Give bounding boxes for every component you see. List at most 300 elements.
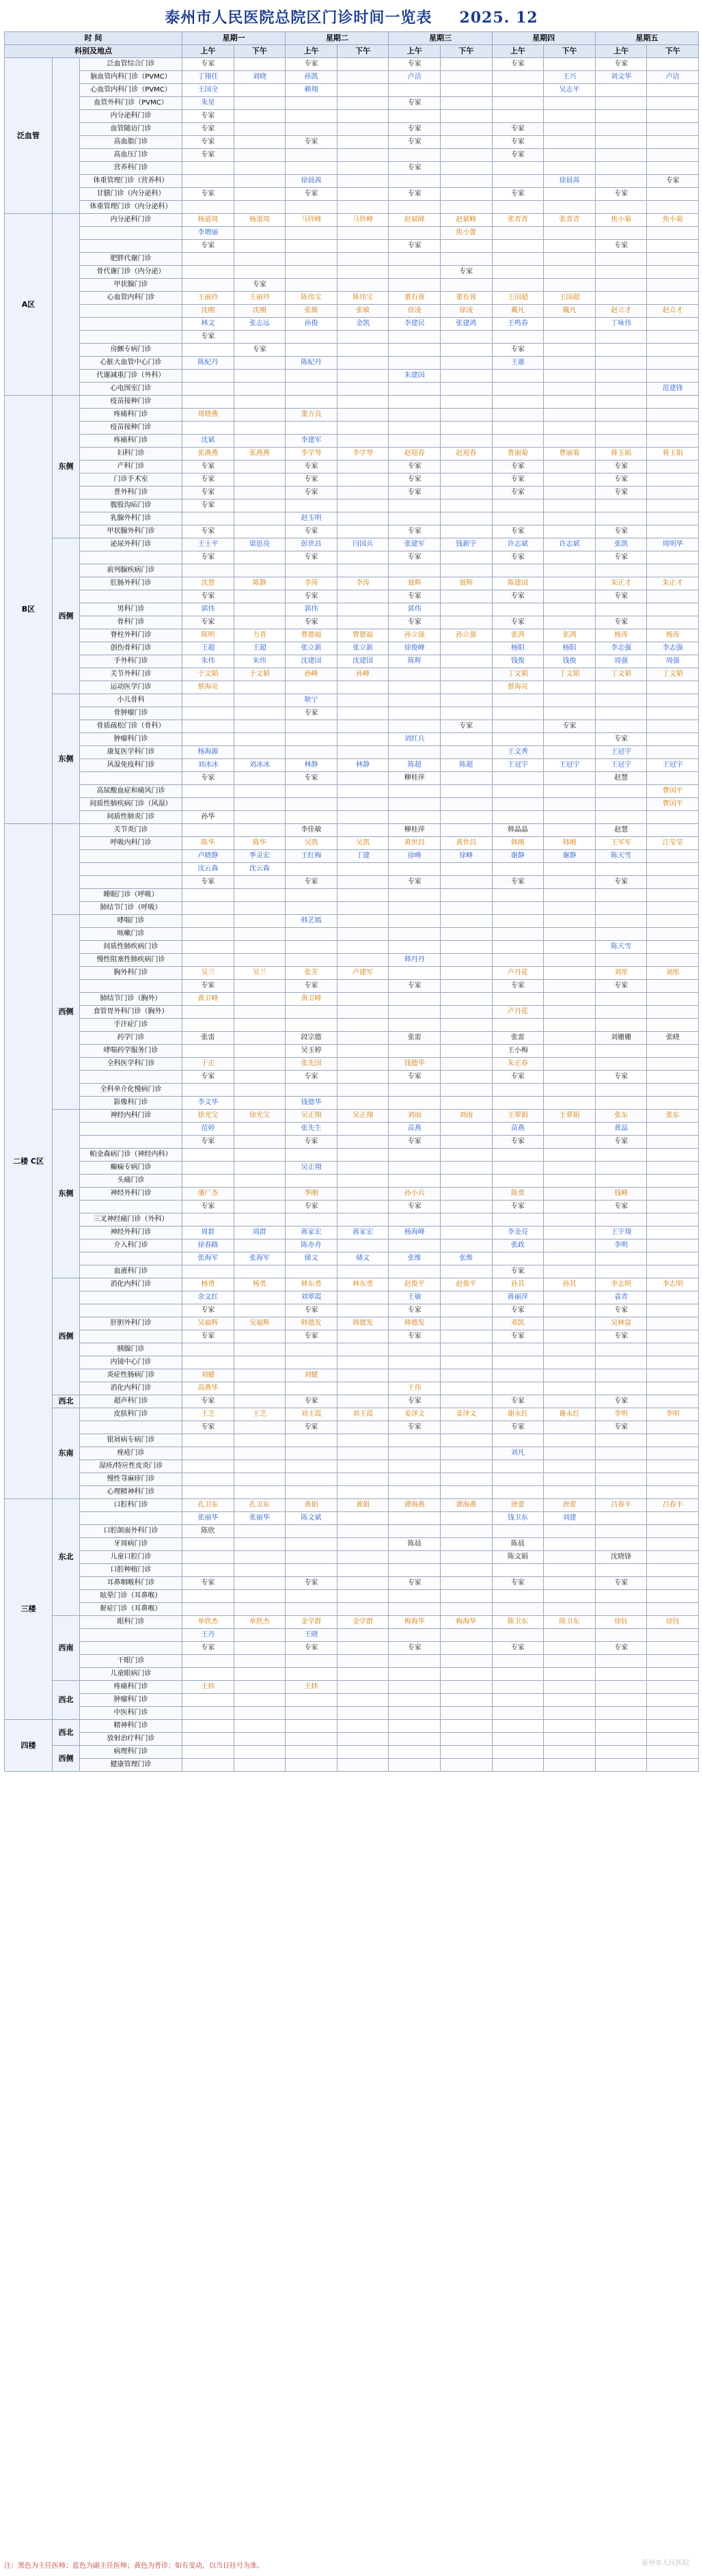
doctor-slot-cell bbox=[389, 1668, 441, 1681]
doctor-slot-cell bbox=[441, 642, 493, 655]
table-row bbox=[5, 902, 699, 915]
doctor-slot-cell bbox=[595, 422, 647, 435]
subzone-cell: 西北 bbox=[53, 1681, 80, 1720]
doctor-slot-cell: 徐光宝 bbox=[182, 1110, 234, 1123]
doctor-slot-cell: 李明 bbox=[595, 1239, 647, 1252]
table-row bbox=[5, 603, 699, 616]
doctor-slot-cell: 朱正才 bbox=[595, 577, 647, 590]
doctor-slot-cell bbox=[234, 980, 286, 993]
doctor-slot-cell: 徐晨茜 bbox=[286, 175, 337, 188]
doctor-slot-cell: 专家 bbox=[286, 1304, 337, 1317]
doctor-slot-cell bbox=[286, 1460, 337, 1473]
doctor-slot-cell bbox=[337, 1019, 389, 1032]
department-cell: 癫痫专病门诊 bbox=[80, 1162, 182, 1175]
subzone-cell: 西南 bbox=[53, 1616, 80, 1681]
table-row bbox=[5, 837, 699, 850]
doctor-slot-cell bbox=[544, 876, 596, 889]
doctor-slot-cell bbox=[544, 1590, 596, 1603]
table-row bbox=[5, 1214, 699, 1227]
doctor-slot-cell bbox=[337, 681, 389, 694]
doctor-slot-cell bbox=[595, 1564, 647, 1577]
doctor-slot-cell: 蒋家宏 bbox=[286, 1227, 337, 1239]
doctor-slot-cell bbox=[441, 1201, 493, 1214]
doctor-slot-cell bbox=[182, 707, 234, 720]
doctor-slot-cell bbox=[337, 889, 389, 902]
doctor-slot-cell: 专家 bbox=[595, 551, 647, 564]
doctor-slot-cell bbox=[544, 1707, 596, 1720]
table-row bbox=[5, 928, 699, 941]
doctor-slot-cell: 专家 bbox=[492, 1642, 544, 1655]
doctor-slot-cell bbox=[337, 1512, 389, 1525]
table-row bbox=[5, 1019, 699, 1032]
doctor-slot-cell bbox=[182, 889, 234, 902]
doctor-slot-cell bbox=[234, 266, 286, 279]
doctor-slot-cell: 杨涛 bbox=[647, 629, 699, 642]
doctor-slot-cell bbox=[389, 1356, 441, 1369]
doctor-slot-cell bbox=[441, 1421, 493, 1434]
doctor-slot-cell bbox=[595, 396, 647, 409]
doctor-slot-cell bbox=[441, 253, 493, 266]
doctor-slot-cell: 专家 bbox=[492, 123, 544, 136]
doctor-slot-cell: 林东勇 bbox=[337, 1278, 389, 1291]
doctor-slot-cell bbox=[544, 1058, 596, 1071]
doctor-slot-cell bbox=[544, 1655, 596, 1668]
table-row bbox=[5, 253, 699, 266]
doctor-slot-cell bbox=[647, 694, 699, 707]
doctor-slot-cell bbox=[389, 227, 441, 240]
table-row bbox=[5, 97, 699, 110]
doctor-slot-cell bbox=[595, 1214, 647, 1227]
doctor-slot-cell bbox=[441, 461, 493, 474]
doctor-slot-cell bbox=[441, 1097, 493, 1110]
doctor-slot-cell: 专家 bbox=[492, 1201, 544, 1214]
doctor-slot-cell bbox=[595, 1149, 647, 1162]
doctor-slot-cell bbox=[595, 1486, 647, 1499]
doctor-slot-cell bbox=[595, 1681, 647, 1694]
doctor-slot-cell: 金学群 bbox=[337, 1616, 389, 1629]
doctor-slot-cell bbox=[492, 1759, 544, 1772]
doctor-slot-cell: 专家 bbox=[182, 1642, 234, 1655]
doctor-slot-cell: 专家 bbox=[182, 525, 234, 538]
doctor-slot-cell: 杨涛 bbox=[595, 629, 647, 642]
doctor-slot-cell: 曹德福 bbox=[286, 629, 337, 642]
doctor-slot-cell bbox=[389, 1447, 441, 1460]
doctor-slot-cell bbox=[182, 370, 234, 383]
doctor-slot-cell: 王文秀 bbox=[492, 746, 544, 759]
doctor-slot-cell: 张海军 bbox=[234, 1252, 286, 1265]
doctor-slot-cell: 王士平 bbox=[182, 538, 234, 551]
doctor-slot-cell bbox=[337, 279, 389, 292]
pm-header: 下午 bbox=[337, 45, 389, 58]
doctor-slot-cell bbox=[441, 1603, 493, 1616]
table-row bbox=[5, 1551, 699, 1564]
doctor-slot-cell: 专家 bbox=[389, 1642, 441, 1655]
doctor-slot-cell bbox=[595, 1084, 647, 1097]
doctor-slot-cell bbox=[544, 1434, 596, 1447]
doctor-slot-cell: 王芝 bbox=[182, 1408, 234, 1421]
doctor-slot-cell bbox=[234, 824, 286, 837]
department-cell: 儿童口腔门诊 bbox=[80, 1551, 182, 1564]
doctor-slot-cell bbox=[544, 1304, 596, 1317]
doctor-slot-cell bbox=[595, 811, 647, 824]
doctor-slot-cell bbox=[286, 110, 337, 123]
doctor-slot-cell bbox=[544, 110, 596, 123]
doctor-slot-cell: 陈欣 bbox=[182, 1525, 234, 1538]
table-row bbox=[5, 525, 699, 538]
doctor-slot-cell bbox=[337, 1551, 389, 1564]
doctor-slot-cell bbox=[544, 227, 596, 240]
doctor-slot-cell bbox=[647, 1045, 699, 1058]
doctor-slot-cell: 焦小菊 bbox=[647, 214, 699, 227]
doctor-slot-cell bbox=[182, 1149, 234, 1162]
doctor-slot-cell: 专家 bbox=[286, 551, 337, 564]
table-row bbox=[5, 1149, 699, 1162]
doctor-slot-cell: 钱新宇 bbox=[441, 538, 493, 551]
table-row bbox=[5, 1434, 699, 1447]
doctor-slot-cell bbox=[441, 1382, 493, 1395]
doctor-slot-cell: 专家 bbox=[595, 590, 647, 603]
department-cell: 疼痛科门诊 bbox=[80, 435, 182, 448]
doctor-slot-cell bbox=[595, 1473, 647, 1486]
doctor-slot-cell bbox=[234, 993, 286, 1006]
doctor-slot-cell bbox=[544, 1681, 596, 1694]
table-row bbox=[5, 110, 699, 123]
doctor-slot-cell: 专家 bbox=[234, 344, 286, 357]
table-row bbox=[5, 227, 699, 240]
doctor-slot-cell bbox=[182, 1694, 234, 1707]
subzone-cell bbox=[53, 58, 80, 214]
doctor-slot-cell bbox=[389, 668, 441, 681]
doctor-slot-cell bbox=[441, 396, 493, 409]
doctor-slot-cell bbox=[234, 889, 286, 902]
doctor-slot-cell bbox=[286, 889, 337, 902]
doctor-slot-cell: 谢永红 bbox=[544, 1408, 596, 1421]
doctor-slot-cell: 专家 bbox=[544, 720, 596, 733]
doctor-slot-cell bbox=[544, 1694, 596, 1707]
table-row bbox=[5, 499, 699, 512]
department-cell: 肛肠外科门诊 bbox=[80, 577, 182, 590]
doctor-slot-cell: 蒋玉娟 bbox=[595, 448, 647, 461]
doctor-slot-cell: 丁翔任 bbox=[182, 71, 234, 84]
doctor-slot-cell bbox=[595, 201, 647, 214]
department-cell bbox=[80, 551, 182, 564]
doctor-slot-cell bbox=[544, 1668, 596, 1681]
doctor-slot-cell: 陈天雪 bbox=[595, 941, 647, 954]
doctor-slot-cell bbox=[544, 525, 596, 538]
doctor-slot-cell: 王冠宇 bbox=[544, 759, 596, 772]
doctor-slot-cell bbox=[234, 110, 286, 123]
doctor-slot-cell bbox=[182, 720, 234, 733]
doctor-slot-cell bbox=[182, 1434, 234, 1447]
doctor-slot-cell: 李志明 bbox=[595, 1278, 647, 1291]
doctor-slot-cell bbox=[492, 1525, 544, 1538]
doctor-slot-cell bbox=[544, 967, 596, 980]
doctor-slot-cell: 专家 bbox=[182, 1330, 234, 1343]
doctor-slot-cell bbox=[595, 1629, 647, 1642]
doctor-slot-cell bbox=[182, 824, 234, 837]
doctor-slot-cell: 杨勇 bbox=[182, 1278, 234, 1291]
doctor-slot-cell: 陈亦舟 bbox=[286, 1239, 337, 1252]
doctor-slot-cell bbox=[389, 344, 441, 357]
doctor-slot-cell bbox=[647, 1317, 699, 1330]
doctor-slot-cell: 朱正才 bbox=[647, 577, 699, 590]
doctor-slot-cell: 吴林富 bbox=[595, 1317, 647, 1330]
department-cell bbox=[80, 1136, 182, 1149]
table-row bbox=[5, 941, 699, 954]
doctor-slot-cell bbox=[234, 1097, 286, 1110]
table-row bbox=[5, 448, 699, 461]
doctor-slot-cell: 陈建国 bbox=[492, 577, 544, 590]
doctor-slot-cell bbox=[595, 292, 647, 305]
doctor-slot-cell bbox=[492, 370, 544, 383]
doctor-slot-cell bbox=[492, 1356, 544, 1369]
schedule-body bbox=[5, 58, 699, 1772]
doctor-slot-cell bbox=[595, 1252, 647, 1265]
doctor-slot-cell: 王伟 bbox=[389, 1382, 441, 1395]
doctor-slot-cell bbox=[544, 746, 596, 759]
doctor-slot-cell bbox=[286, 1707, 337, 1720]
doctor-slot-cell bbox=[234, 902, 286, 915]
doctor-slot-cell: 张燕燕 bbox=[234, 448, 286, 461]
department-cell: 银屑病专病门诊 bbox=[80, 1434, 182, 1447]
doctor-slot-cell bbox=[647, 1603, 699, 1616]
doctor-slot-cell: 沈刚 bbox=[234, 305, 286, 318]
pm-header: 下午 bbox=[234, 45, 286, 58]
doctor-slot-cell: 梅海华 bbox=[441, 1616, 493, 1629]
doctor-slot-cell bbox=[234, 162, 286, 175]
doctor-slot-cell: 专家 bbox=[182, 876, 234, 889]
doctor-slot-cell bbox=[647, 1330, 699, 1343]
doctor-slot-cell bbox=[441, 149, 493, 162]
doctor-slot-cell bbox=[337, 1084, 389, 1097]
doctor-slot-cell bbox=[441, 915, 493, 928]
doctor-slot-cell: 王冠宇 bbox=[595, 746, 647, 759]
doctor-slot-cell bbox=[182, 162, 234, 175]
doctor-slot-cell: 王丹 bbox=[182, 1629, 234, 1642]
doctor-slot-cell: 陈静 bbox=[234, 577, 286, 590]
department-cell bbox=[80, 1512, 182, 1525]
subzone-cell: 西北 bbox=[53, 1395, 80, 1408]
doctor-slot-cell bbox=[492, 1603, 544, 1616]
doctor-slot-cell: 专家 bbox=[182, 1201, 234, 1214]
doctor-slot-cell bbox=[389, 279, 441, 292]
doctor-slot-cell bbox=[595, 279, 647, 292]
doctor-slot-cell bbox=[544, 1188, 596, 1201]
doctor-slot-cell bbox=[544, 1071, 596, 1084]
doctor-slot-cell bbox=[337, 876, 389, 889]
doctor-slot-cell: 沈晓锋 bbox=[595, 1551, 647, 1564]
doctor-slot-cell: 专家 bbox=[492, 876, 544, 889]
schedule-table bbox=[4, 31, 699, 1772]
doctor-slot-cell: 卢洁 bbox=[389, 71, 441, 84]
doctor-slot-cell: 陈勇 bbox=[492, 1188, 544, 1201]
doctor-slot-cell bbox=[389, 993, 441, 1006]
doctor-slot-cell bbox=[389, 798, 441, 811]
doctor-slot-cell bbox=[544, 1525, 596, 1538]
table-row bbox=[5, 1201, 699, 1214]
doctor-slot-cell bbox=[647, 344, 699, 357]
doctor-slot-cell bbox=[286, 396, 337, 409]
doctor-slot-cell bbox=[234, 1175, 286, 1188]
doctor-slot-cell: 李明 bbox=[647, 1408, 699, 1421]
doctor-slot-cell bbox=[647, 1019, 699, 1032]
doctor-slot-cell bbox=[182, 201, 234, 214]
doctor-slot-cell: 韩刚 bbox=[492, 837, 544, 850]
department-cell: 肺结节门诊（呼吸） bbox=[80, 902, 182, 915]
doctor-slot-cell bbox=[389, 1694, 441, 1707]
department-cell: 运动医学门诊 bbox=[80, 681, 182, 694]
doctor-slot-cell: 专家 bbox=[389, 162, 441, 175]
doctor-slot-cell bbox=[182, 383, 234, 396]
doctor-slot-cell: 杨海源 bbox=[182, 746, 234, 759]
doctor-slot-cell: 陈卫东 bbox=[544, 1616, 596, 1629]
table-row bbox=[5, 1252, 699, 1265]
doctor-slot-cell bbox=[595, 902, 647, 915]
table-row bbox=[5, 1278, 699, 1291]
doctor-slot-cell bbox=[544, 149, 596, 162]
table-row bbox=[5, 1188, 699, 1201]
doctor-slot-cell bbox=[492, 1369, 544, 1382]
doctor-slot-cell bbox=[647, 266, 699, 279]
table-row bbox=[5, 1408, 699, 1421]
doctor-slot-cell: 韩刚 bbox=[544, 837, 596, 850]
doctor-slot-cell: 李学琴 bbox=[337, 448, 389, 461]
doctor-slot-cell bbox=[286, 1746, 337, 1759]
doctor-slot-cell bbox=[647, 474, 699, 487]
doctor-slot-cell bbox=[492, 240, 544, 253]
doctor-slot-cell: 赵慧 bbox=[595, 772, 647, 785]
table-row bbox=[5, 201, 699, 214]
doctor-slot-cell bbox=[182, 1486, 234, 1499]
doctor-slot-cell bbox=[182, 1707, 234, 1720]
department-cell: 内镜中心门诊 bbox=[80, 1356, 182, 1369]
table-row bbox=[5, 1694, 699, 1707]
doctor-slot-cell bbox=[441, 279, 493, 292]
table-row bbox=[5, 396, 699, 409]
department-cell: 心血管内科门诊（PVMC） bbox=[80, 84, 182, 97]
doctor-slot-cell bbox=[337, 1564, 389, 1577]
doctor-slot-cell bbox=[647, 1188, 699, 1201]
department-cell: 甘膳门诊（内分泌科） bbox=[80, 188, 182, 201]
doctor-slot-cell bbox=[234, 1551, 286, 1564]
doctor-slot-cell: 聂辉 bbox=[441, 577, 493, 590]
table-row bbox=[5, 1655, 699, 1668]
doctor-slot-cell bbox=[441, 551, 493, 564]
doctor-slot-cell bbox=[389, 1369, 441, 1382]
table-row bbox=[5, 1616, 699, 1629]
doctor-slot-cell bbox=[337, 1006, 389, 1019]
doctor-slot-cell bbox=[647, 123, 699, 136]
doctor-slot-cell bbox=[595, 1512, 647, 1525]
doctor-slot-cell bbox=[441, 590, 493, 603]
department-cell: 疫苗接种门诊 bbox=[80, 422, 182, 435]
doctor-slot-cell: 专家 bbox=[286, 1421, 337, 1434]
doctor-slot-cell: 李志强 bbox=[647, 642, 699, 655]
doctor-slot-cell: 郭伟 bbox=[286, 603, 337, 616]
doctor-slot-cell: 李涛 bbox=[286, 577, 337, 590]
department-cell: 脑血管内科门诊（PVMC） bbox=[80, 71, 182, 84]
doctor-slot-cell bbox=[337, 1175, 389, 1188]
doctor-slot-cell bbox=[647, 1707, 699, 1720]
doctor-slot-cell: 蔡海亮 bbox=[182, 681, 234, 694]
doctor-slot-cell bbox=[389, 811, 441, 824]
doctor-slot-cell bbox=[544, 136, 596, 149]
doctor-slot-cell: 陈超 bbox=[441, 759, 493, 772]
doctor-slot-cell: 杨勇 bbox=[234, 1278, 286, 1291]
doctor-slot-cell bbox=[492, 772, 544, 785]
doctor-slot-cell bbox=[234, 1239, 286, 1252]
department-cell: 前列腺疾病门诊 bbox=[80, 564, 182, 577]
doctor-slot-cell bbox=[544, 928, 596, 941]
doctor-slot-cell: 专家 bbox=[286, 1577, 337, 1590]
doctor-slot-cell: 赵立才 bbox=[595, 305, 647, 318]
department-cell: 中医科门诊 bbox=[80, 1707, 182, 1720]
doctor-slot-cell bbox=[389, 201, 441, 214]
doctor-slot-cell bbox=[389, 941, 441, 954]
doctor-slot-cell: 张政 bbox=[492, 1239, 544, 1252]
doctor-slot-cell bbox=[544, 474, 596, 487]
doctor-slot-cell: 专家 bbox=[182, 110, 234, 123]
doctor-slot-cell bbox=[286, 1473, 337, 1486]
department-cell: 耳鼻咽喉科门诊 bbox=[80, 1577, 182, 1590]
doctor-slot-cell bbox=[441, 1019, 493, 1032]
doctor-slot-cell bbox=[286, 422, 337, 435]
doctor-slot-cell bbox=[647, 1058, 699, 1071]
doctor-slot-cell bbox=[234, 499, 286, 512]
doctor-slot-cell bbox=[234, 1603, 286, 1616]
doctor-slot-cell: 沈刚 bbox=[182, 305, 234, 318]
doctor-slot-cell bbox=[234, 1590, 286, 1603]
doctor-slot-cell: 韩艺嫣 bbox=[286, 915, 337, 928]
table-row bbox=[5, 746, 699, 759]
doctor-slot-cell: 段宗德 bbox=[286, 1032, 337, 1045]
doctor-slot-cell bbox=[337, 331, 389, 344]
doctor-slot-cell bbox=[595, 253, 647, 266]
doctor-slot-cell: 专家 bbox=[286, 590, 337, 603]
doctor-slot-cell bbox=[544, 461, 596, 474]
doctor-slot-cell bbox=[286, 954, 337, 967]
doctor-slot-cell bbox=[234, 1720, 286, 1733]
doctor-slot-cell bbox=[234, 1214, 286, 1227]
doctor-slot-cell: 孔卫东 bbox=[234, 1499, 286, 1512]
doctor-slot-cell bbox=[647, 811, 699, 824]
doctor-slot-cell: 专家 bbox=[492, 149, 544, 162]
doctor-slot-cell: 黄卫峰 bbox=[182, 993, 234, 1006]
doctor-slot-cell bbox=[647, 97, 699, 110]
doctor-slot-cell: 耿宁 bbox=[286, 694, 337, 707]
department-cell: 超声科门诊 bbox=[80, 1395, 182, 1408]
doctor-slot-cell bbox=[441, 1395, 493, 1408]
doctor-slot-cell bbox=[492, 84, 544, 97]
doctor-slot-cell bbox=[337, 201, 389, 214]
table-row bbox=[5, 474, 699, 487]
doctor-slot-cell: 专家 bbox=[595, 240, 647, 253]
am-header: 上午 bbox=[595, 45, 647, 58]
doctor-slot-cell bbox=[182, 1551, 234, 1564]
doctor-slot-cell bbox=[337, 1655, 389, 1668]
doctor-slot-cell bbox=[234, 720, 286, 733]
table-row bbox=[5, 798, 699, 811]
doctor-slot-cell bbox=[544, 422, 596, 435]
department-cell: 房颤专病门诊 bbox=[80, 344, 182, 357]
table-row bbox=[5, 1110, 699, 1123]
doctor-slot-cell: 李志强 bbox=[595, 642, 647, 655]
doctor-slot-cell bbox=[337, 590, 389, 603]
doctor-slot-cell bbox=[647, 824, 699, 837]
doctor-slot-cell: 朱伟 bbox=[234, 655, 286, 668]
doctor-slot-cell bbox=[595, 357, 647, 370]
doctor-slot-cell bbox=[647, 1136, 699, 1149]
